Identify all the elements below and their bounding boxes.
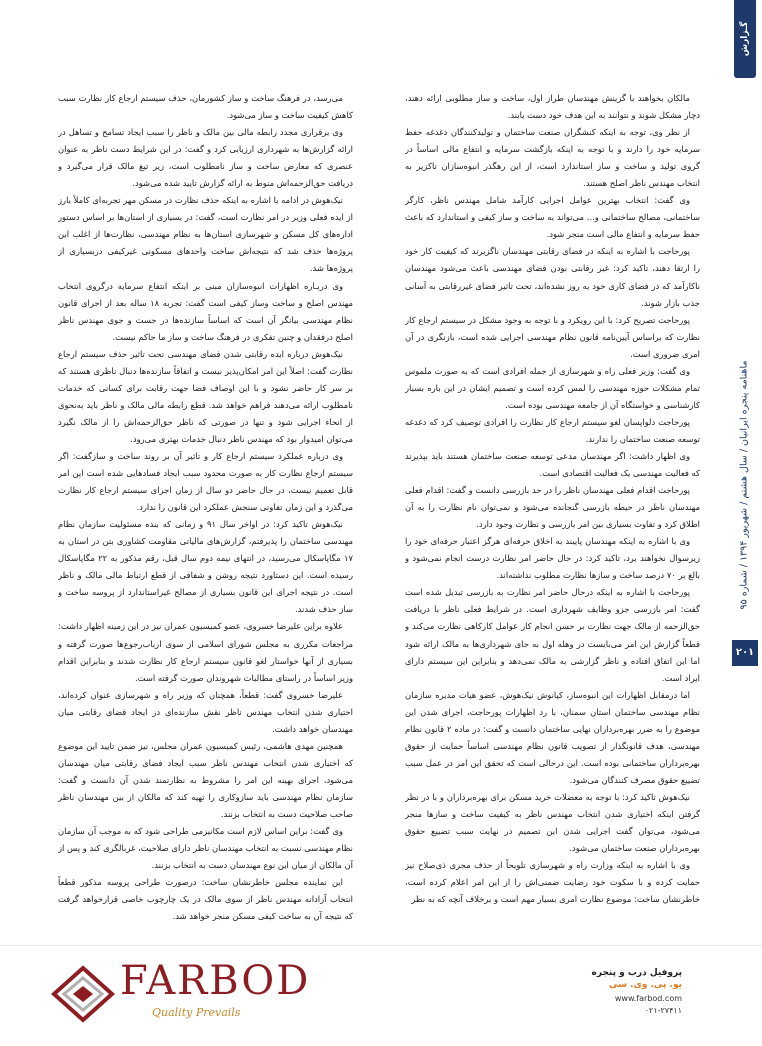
article-paragraph: وی اظهار داشت: اگر مهندسان مدعی توسعه صنعت ساختمان هستند باید بپذیرند که فعالیت مهندسی یک فعالیت اقتصادی است. (405, 450, 700, 479)
farbod-logo-icon (50, 964, 116, 1024)
article-paragraph: پورحاجت اقدام فعلی مهندسان ناظر را در حد بازرسی دانست و گفت: اقدام فعلی مهندسان ناظر در حیطه بازرسی گنجانده می‌شود و نمی‌توان نام نظارت را به آن اطلاق کرد و تفاوت بسیاری بین امر بازرسی و نظارت وجود دارد. (405, 485, 700, 530)
ad-product-line: پروفیل درب و پنجره (591, 968, 682, 978)
ad-website: www.farbod.com (614, 994, 682, 1003)
article-paragraph: وی درباره عملکرد سیستم ارجاع کار و تاثیر آن بر روند ساخت و سازگفت: اگر سیستم ارجاع نظارت کار به صورت محدود سبب ایجاد فسادهایی شده است این امر قابل تعمیم نیست، در حال حاضر دو سال از زمان اجرای سیستم ارجاع کار نظارت می‌گذرد و این زمان تفاوتی سنجش عملکرد این قانون را ندارد. (58, 450, 353, 513)
article-paragraph: پورحاجت با اشاره به اینکه در فضای رقابتی مهندسان ناگزیرند که کیفیت کار خود را ارتقا دهند، تاکید کرد: غیر رقابتی بودن فضای مهندسی باعث می‌شود مهندسان ناکارآمد که در فضای کاری خود به روز نشده‌اند، تحت تاثیر فضای غیررقابتی به آسانی جذب بازار شوند. (405, 246, 700, 308)
article-paragraph: پورحاجت دلواپسان لغو سیستم ارجاع کار نظارت را افرادی توصیف کرد که دغدغه توسعه صنعت ساختمان را ندارند. (405, 416, 700, 444)
article-paragraph: علاوه براین علیرضا خسروی، عضو کمیسیون عمران نیز در این زمینه اظهار داشت: مراجعات مکرری به مجلس شورای اسلامی از سوی ارباب‌رجوع‌ها صورت گرفته و بسیاری از آنها خواستار لغو قانون سیستم ارجاع کار نظارت شدند و بنابراین اقدام وزیر اساساً در راستای مطالبات شهروندان صورت گرفته است. (58, 621, 353, 683)
article-paragraph: همچنین مهدی هاشمی، رئیس کمیسیون عمران مجلس، نیز ضمن تایید این موضوع که اختیاری شدن انتخاب مهندس ناظر سبب ایجاد فضای رقابتی میان مهندسان می‌شود، اجرای بهینه این امر را مشروط به نظارتمند شدن آن دانست و گفت: سازمان نظام مهندسی باید سازوکاری را تهیه کند که مالکان از بین مهندسان ناظر صاحب صلاحیت دست به انتخاب بزنند. (58, 740, 353, 819)
journal-info-text: ماهنامه پنجره ایرانیان / سال هشتم / شهریور ۱۳۹۴ / شماره ۹۵ (738, 360, 750, 610)
advertisement-footer (0, 945, 762, 1046)
article-paragraph: این نماینده مجلس خاطرنشان ساخت: درصورت طراحی پروسه مذکور قطعاً انتخاب آزادانه مهندس ناظر از سوی مالک در یک چارچوب خاصی قرارخواهد گرفت که نتیجه آن به ساخت کیفی مسکن منجر خواهد شد. (58, 877, 353, 922)
article-paragraph: نیک‌هوش تاکید کرد: در اواخر سال ۹۱ و زمانی که بنده مسئولیت سازمان نظام مهندسی ساختمان را پذیرفتم، گزارش‌های مالیاتی مقاومت کشاوری بتن در استان به ۱۷ مگاپاسکال می‌رسید، در انتهای نیمه دوم سال قبل، رقم مذکور به ۲۲ مگاپاسکال رسیده است. این دستاورد نتیجه روشن و شفافی از قطع ارتباط مالی مالک و ناظر است. در نتیجه اجرای این قانون بسیاری از مصالح غیراستاندارد از پروسه ساخت و ساز حذف شدند. (58, 519, 353, 615)
ad-phone: ۰۲۱-۲۷۴۱۱ (644, 1006, 682, 1015)
article-paragraph: وی گفت: وزیر فعلی راه و شهرسازی از جمله افرادی است که به صورت ملموس تمام مشکلات حوزه مهندسی را لمس کرده است و تصمیم ایشان در این باره بسیار کارشناسی و خواستگاه آن از جامعه مهندسی بوده است. (405, 365, 700, 410)
page-number: ۲۰۱ (732, 640, 758, 666)
article-paragraph: اما درمقابل اظهارات این انبوه‌ساز، کیانوش نیک‌هوش، عضو هیات مدیره سازمان نظام مهندسی ساختمان استان سمنان، با رد اظهارات پورحاجت، اجرای شدن این موضوع را به ضرر بهره‌برداران نهایی ساختمان دانست و گفت: در ماده ۲ قانون نظام مهندسی، هدف قانونگذار از تصویب قانون نظام مهندسی اساساً حمایت از حقوق بهره‌برداران ساختمانی بوده است. این درحالی است که تحقق این امر در عمل سبب تضییع حقوق مصرف کنندگان می‌شود. (405, 689, 700, 785)
brand-name: FARBOD (120, 958, 311, 1004)
article-paragraph: نیک‌هوش تاکید کرد: با توجه به معضلات خرید مسکن برای بهره‌برداران و با در نظر گرفتن اینکه اختیاری شدن انتخاب مهندس ناظر به کیفیت ساخت و سازها منجر می‌شود، می‌توان گفت اجرایی شدن این تصمیم در نهایت سبب تضییع حقوق بهره‌برداران صنعت ساختمان می‌شود. (405, 791, 700, 854)
article-paragraph: وی با اشاره به اینکه وزارت راه و شهرسازی تلویحاً از حذف مجری ذی‌صلاح نیز حمایت کرده و با سکوت خود رضایت ضمنی‌اش را از این امر اعلام کرده است، خاطرنشان ساخت: موضوع نظارت امری بسیار مهم است و برخلاف آنچه که به نظر (405, 860, 700, 905)
article-column-left (58, 90, 353, 935)
article-paragraph: نیک‌هوش درباره ایده رقابتی شدن فضای مهندسی تحت تاثیر حذف سیستم ارجاع نظارت گفت: اصلاً این امر امکان‌پذیر نیست و اتفاقاً سازنده‌ها دنبال ناظری هستند که بر سر کار حاضر نشود و با این اوصاف فضا جهت رقابت برای کسانی که خدمات نامطلوب ارائه می‌دهند فراهم خواهد شد. قطع رابطه مالی مالک و ناظر باید به‌نحوی از انحاء اجرایی شود و تنها در صورتی که ناظر حق‌الزحمه‌اش را از مالک نگیرد می‌توان امیدوار بود که مهندس ناظر دنبال خدمات بهتری می‌رود. (58, 348, 353, 444)
article-paragraph: وی برقراری مجدد رابطه مالی بین مالک و ناظر را سبب ایجاد تسامح و تساهل در ارائه گزارش‌ها به شهرداری ارزیابی کرد و گفت: در این شرایط دست ناظر به عنوان عنصری که معارض ساخت و ساز نامطلوب است، زیر تیغ مالک قرار می‌گیرد و دریافت حق‌الزحمه‌اش منوط به ارائه گزارش تایید شده می‌شود. (58, 127, 353, 189)
article-paragraph: پورحاجت تصریح کرد: با این رویکرد و با توجه به وجود مشکل در سیستم ارجاع کار نظارت که براساس آیین‌نامه قانون نظام مهندسی اجرایی شده است، بازنگری در آن امری ضروری است. (405, 314, 700, 359)
article-paragraph: علیرضا خسروی گفت: قطعاً، همچنان که وزیر راه و شهرسازی عنوان کرده‌اند، اختیاری شدن انتخاب مهندس ناظر نقش سازنده‌ای در ایجاد فضای رقابتی میان مهندسان خواهد داشت. (58, 689, 353, 734)
article-paragraph: وی گفت: انتخاب بهترین عوامل اجرایی کارآمد شامل مهندس ناظر، کارگر ساختمانی، مصالح ساختمانی و... می‌تواند به ساخت و ساز کیفی و استاندارد که باعث حفظ سرمایه و انتفاع مالی است منجر شود. (405, 195, 700, 240)
section-tab-label: گـزارش (740, 21, 750, 57)
article-paragraph: وی دربـاره اظهارات انبوه‌سازان مبنی بر اینکه انتفاع سرمایه درگروی انتخاب مهندس اصلح و ساخت وساز کیفی است گفت: تجربه ۱۸ ساله بعد از اجرای قانون نظام مهندسی بیانگر آن است که اساساً سازنده‌ها در جست و جوی مهندس ناظر اصلح درفقدان و چنین تفکری در فرهنگ ساخت و ساز ما حاکم نیست. (58, 280, 353, 342)
article-paragraph: از نظر وی، توجه به اینکه کنشگران صنعت ساختمان و تولیدکنندگان دغدغه حفظ سرمایه خود را دارند و با توجه به اینکه بازگشت سرمایه و انتفاع مالی اساساً در گروی تولید و ساخت و ساز استاندارد است، از این رهگذر انبوه‌سازان تاکزیر به انتخاب مهندس ناظر اصلح هستند. (405, 127, 700, 189)
brand-tagline: Quality Prevails (152, 1006, 241, 1019)
ad-material-line: یو. پی. وی. سی (609, 980, 682, 990)
section-tab (734, 0, 756, 78)
article-column-right (405, 90, 700, 935)
journal-info (736, 360, 752, 610)
article-paragraph: وی گفت: براین اساس لازم است مکانیزمی طراحی شود که به موجب آن سازمان نظام مهندسی نسبت به انتخاب مهندسان ناظر دارای صلاحیت، غربالگری کند و پس از آن مالکان از میان این نوع مهندسان دست به انتخاب بزنند. (58, 826, 353, 871)
article-paragraph: پورحاجت با اشاره به اینکه درحال حاضر امر نظارت به بازرسی تبدیل شده است گفت: امر بازرسی جزو وظایف شهرداری است. در شرایط فعلی ناظر با دریافت حق‌الزحمه از مالک جهت نظارت بر حسن انجام کار عوامل کارکاهی نظارت می‌کند و قطعاً گزارش این امر می‌بایست در وهله اول به جای شهرداری‌ها به مالک ارائه شود اما این اتفاق افتاده و ناظر گزارشی به مالک نمی‌دهد و بنابراین این سیستم دارای ایراد است. (405, 587, 700, 683)
article-paragraph: می‌رسد، در فرهنگ ساخت و ساز کشورمان، حذف سیستم ارجاع کار نظارت سبب کاهش کیفیت ساخت و ساز می‌شود. (58, 93, 353, 121)
side-strip (730, 0, 762, 1045)
ad-text-block (582, 968, 682, 1015)
article-paragraph: نیک‌هوش در ادامه با اشاره به اینکه حذف نظارت در مسکن مهر تجربه‌ای کاملاً بارز از ایده فعلی وزیر در امر نظارت است، گفت: در بسیاری از استان‌ها بر اساس دستور اداره‌های کل مسکن و شهرسازی استان‌ها به نظام مهندسی، نظارت‌ها از اغلب این پروژه‌ها حذف شد که نتیجه‌اش ساخت واحدهای مسکونی غیرکیفی دربسیاری از پروژه‌ها شد. (58, 195, 353, 274)
article-paragraph: مالکان بخواهند با گزینش مهندسان طراز اول، ساخت و ساز مطلوبی ارائه دهند، دچار مشکل شوند و نتوانند به این هدف خود دست یابند. (405, 93, 700, 121)
article-paragraph: وی با اشاره به اینکه مهندسان پایبند به اخلاق حرفه‌ای هرگز اعتبار حرفه‌ای خود را زیرسوال نخواهند برد، تاکید کرد: در حال حاضر امر نظارت درست انجام نمی‌شود و بالغ بر ۷۰ درصد ساخت و سازها نظارت مطلوب نداشته‌اند. (405, 536, 700, 581)
